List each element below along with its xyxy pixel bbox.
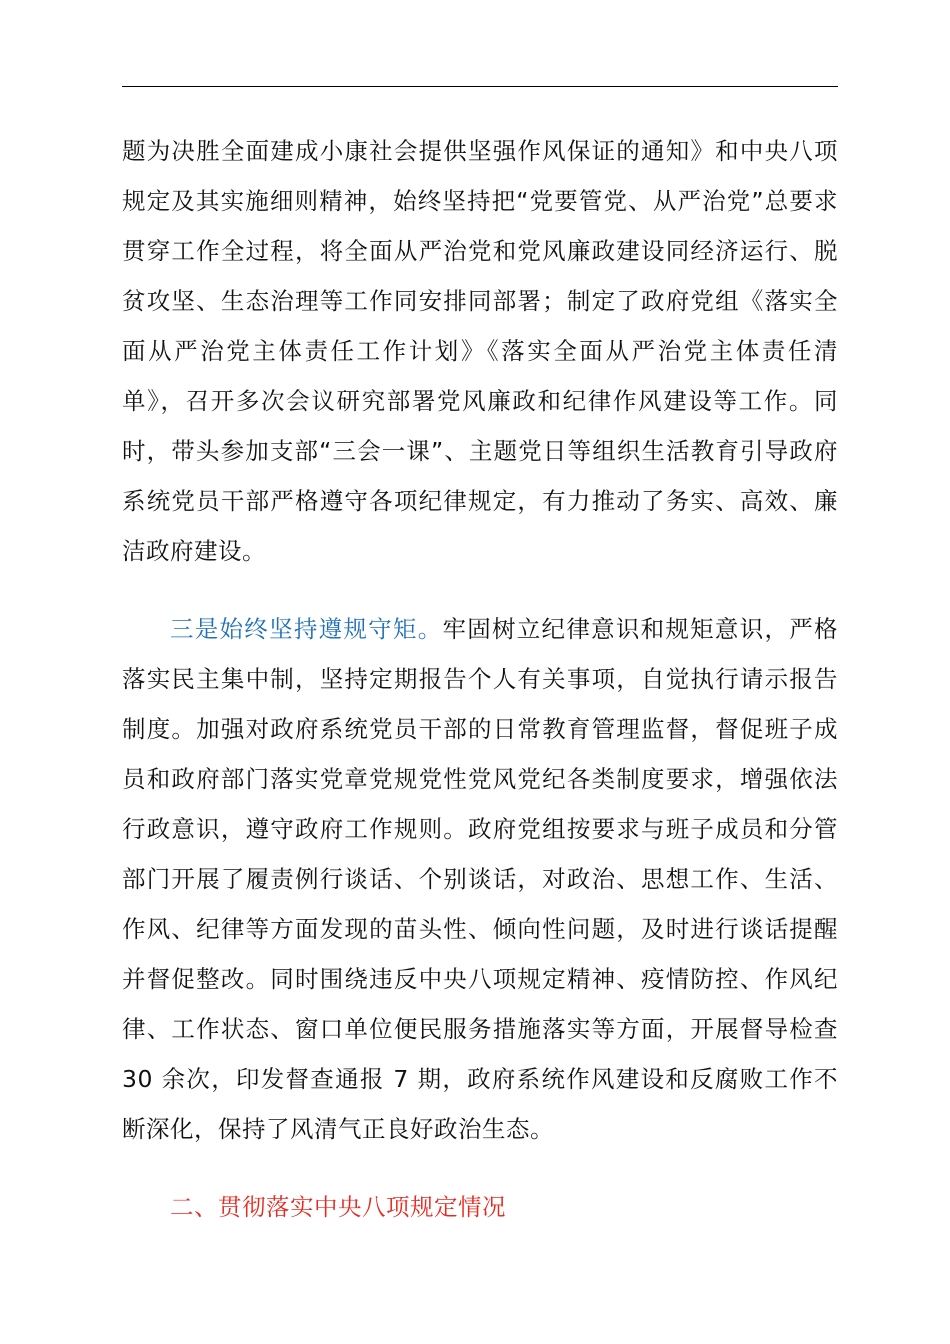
section-heading-eight-rules: 二、贯彻落实中央八项规定情况 xyxy=(170,1193,506,1221)
paragraph-discipline-body: 牢固树立纪律意识和规矩意识，严格落实民主集中制，坚持定期报告个人有关事项，自觉执行请示报告制度。加强对政府系统党员干部的日常教育管理监督，督促班子成员和政府部门落实党章党规党性党风党纪各类制度要求，增强依法行政意识，遵守政府工作规则。政府党组按要求与班子成员和分管部门开展了履责例行谈话、个别谈话，对政治、思想工作、生活、作风、纪律等方面发现的苗头性、倾向性问题，及时进行谈话提醒并督促整改。同时围绕违反中央八项规定精神、疫情防控、作风纪律、工作状态、窗口单位便民服务措施落实等方面，开展督导检查 30 余次，印发督查通报 7 期，政府系统作风建设和反腐败工作不断深化，保持了风清气正良好政治生态。 xyxy=(122,615,839,1143)
paragraph-continued: 题为决胜全面建成小康社会提供坚强作风保证的通知》和中央八项规定及其实施细则精神，始终坚持把“党要管党、从严治党”总要求贯穿工作全过程，将全面从严治党和党风廉政建设同经济运行、脱贫攻坚、生态治理等工作同安排同部署；制定了政府党组《落实全面从严治党主体责任工作计划》《落实全面从严治党主体责任清单》，召开多次会议研究部署党风廉政和纪律作风建设等工作。同时，带头参加支部“三会一课”、主题党日等组织生活教育引导政府系统党员干部严格遵守各项纪律规定，有力推动了务实、高效、廉洁政府建设。 xyxy=(122,137,838,565)
paragraph-discipline xyxy=(122,604,838,1154)
inline-heading-discipline: 三是始终坚持遵规守矩。 xyxy=(170,615,443,643)
document-body xyxy=(122,126,838,1232)
header-rule xyxy=(122,86,838,87)
